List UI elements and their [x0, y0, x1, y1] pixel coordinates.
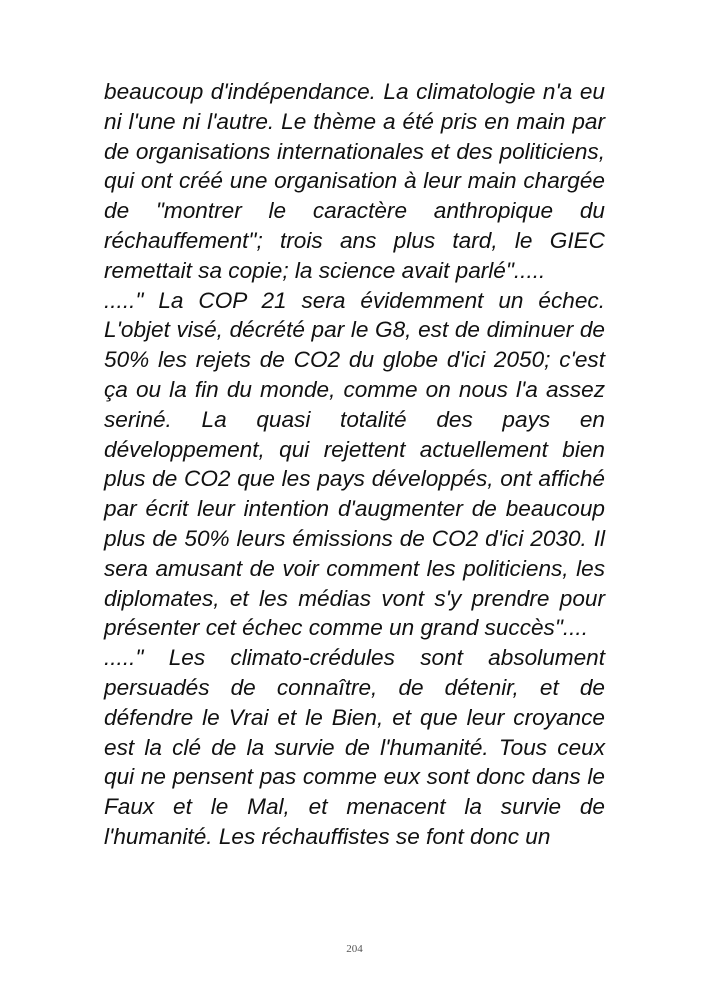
paragraph: ....." La COP 21 sera évidemment un échec. L'objet visé, décrété par le G8, est de diminuer de 50% les rejets de CO2 du globe d'ici 2050; c'est ça ou la fin du monde, comme on nous l'a assez seriné. La quasi totalité des pays en développement, qui rejettent actuellement bien plus de CO2 que les pays développés, ont affiché par écrit leur intention d'augmenter de beaucoup plus de 50% leurs émissions de CO2 d'ici 2030. Il sera amusant de voir comment les politiciens, les diplomates, et les médias vont s'y prendre pour présenter cet échec comme un grand succès".... [104, 287, 605, 641]
body-text [104, 77, 605, 852]
paragraph: beaucoup d'indépendance. La climatologie n'a eu ni l'une ni l'autre. Le thème a été pris en main par de organisations internationales et des politiciens, qui ont créé une organisation à leur main chargée de "montrer le caractère anthropique du réchauffement"; trois ans plus tard, le GIEC remettait sa copie; la science avait parlé"..... [104, 79, 605, 283]
page-number: 204 [346, 943, 363, 955]
paragraph: ....." Les climato-crédules sont absolument persuadés de connaître, de détenir, et de défendre le Vrai et le Bien, et que leur croyance est la clé de la survie de l'humanité. Tous ceux qui ne pensent pas comme eux sont donc dans le Faux et le Mal, et menacent la survie de l'humanité. Les réchauffistes se font donc un [104, 645, 605, 849]
